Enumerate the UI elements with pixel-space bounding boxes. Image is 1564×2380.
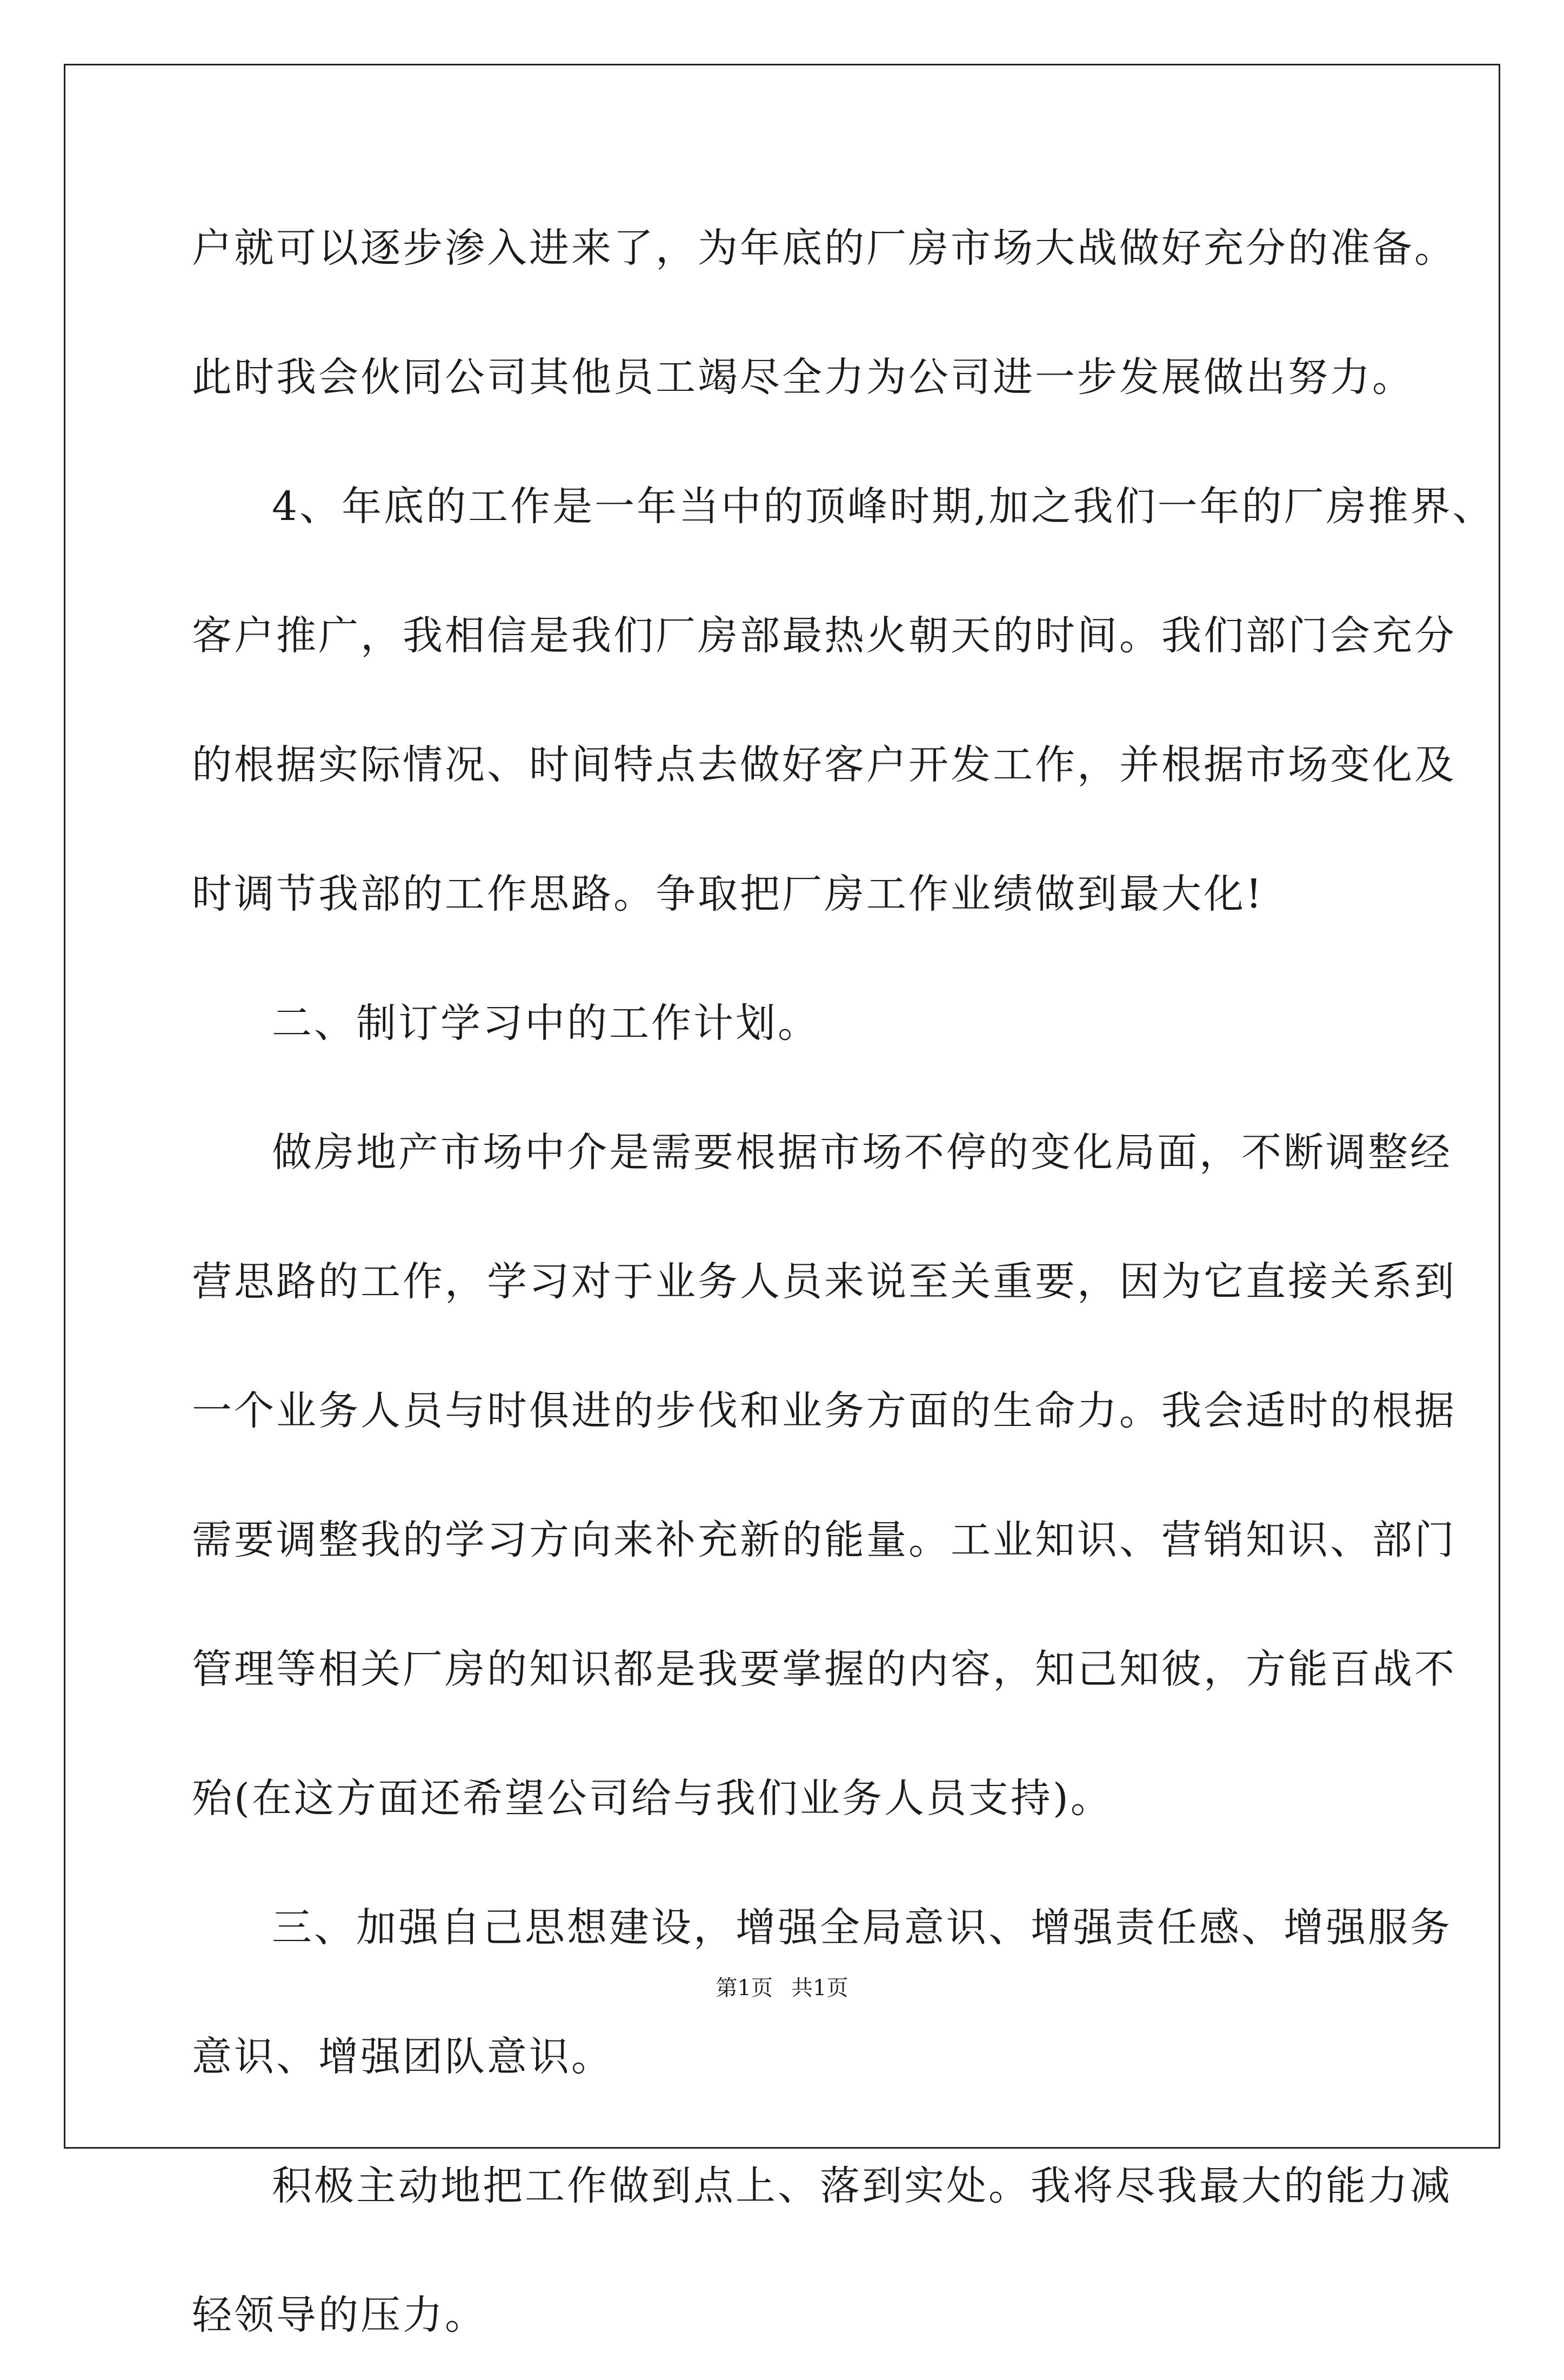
text-line: 管理等相关厂房的知识都是我要掌握的内容，知己知彼，方能百战不 bbox=[192, 1646, 1456, 1692]
text-line: 营思路的工作，学习对于业务人员来说至关重要，因为它直接关系到 bbox=[192, 1258, 1456, 1305]
text-line: 殆(在这方面还希望公司给与我们业务人员支持)。 bbox=[192, 1775, 1113, 1822]
text-line: 需要调整我的学习方向来补充新的能量。工业知识、营销知识、部门 bbox=[192, 1517, 1456, 1563]
text-line: 客户推广，我相信是我们厂房部最热火朝天的时间。我们部门会充分 bbox=[192, 612, 1456, 659]
text-line: 一个业务人员与时俱进的步伐和业务方面的生命力。我会适时的根据 bbox=[192, 1388, 1456, 1434]
text-line: 4、年底的工作是一年当中的顶峰时期,加之我们一年的厂房推界、 bbox=[272, 483, 1495, 530]
section-heading: 二、制订学习中的工作计划。 bbox=[272, 1000, 820, 1046]
text-line: 的根据实际情况、时间特点去做好客户开发工作，并根据市场变化及 bbox=[192, 742, 1456, 788]
text-line: 户就可以逐步渗入进来了，为年底的厂房市场大战做好充分的准备。 bbox=[192, 225, 1456, 271]
text-line: 做房地产市场中介是需要根据市场不停的变化局面，不断调整经 bbox=[272, 1129, 1452, 1176]
text-line: 意识、增强团队意识。 bbox=[192, 2034, 613, 2080]
document-body bbox=[192, 184, 1495, 2380]
text-line: 此时我会伙同公司其他员工竭尽全力为公司进一步发展做出努力。 bbox=[192, 354, 1414, 401]
text-line: 积极主动地把工作做到点上、落到实处。我将尽我最大的能力减 bbox=[272, 2163, 1452, 2209]
page-footer bbox=[0, 1972, 1564, 2004]
page-total: 共1页 bbox=[791, 1976, 848, 2001]
section-heading: 三、加强自己思想建设，增强全局意识、增强责任感、增强服务 bbox=[272, 1904, 1452, 1951]
text-line: 时调节我部的工作思路。争取把厂房工作业绩做到最大化! bbox=[192, 871, 1264, 917]
text-line: 轻领导的压力。 bbox=[192, 2292, 487, 2338]
page-number: 第1页 bbox=[716, 1976, 773, 2001]
